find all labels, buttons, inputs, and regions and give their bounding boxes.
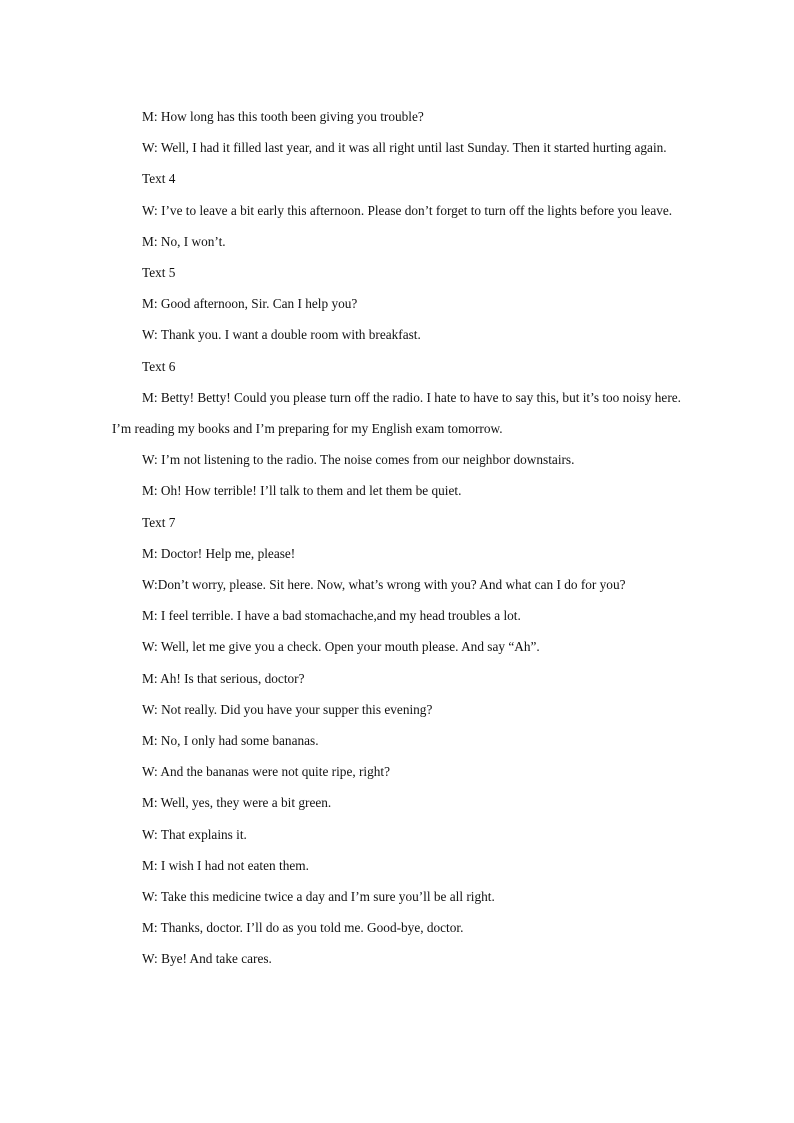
section-heading-text-6: Text 6: [142, 358, 176, 374]
dialogue-line: W:Don’t worry, please. Sit here. Now, what’s wrong with you? And what can I do for you?: [142, 577, 626, 593]
dialogue-line: W: Well, I had it filled last year, and it was all right until last Sunday. Then it started hurting again.: [142, 140, 667, 156]
document-page: [112, 101, 681, 975]
dialogue-line: M: Thanks, doctor. I’ll do as you told me. Good-bye, doctor.: [142, 920, 464, 936]
section-heading-text-4: Text 4: [142, 171, 176, 187]
dialogue-line: M: How long has this tooth been giving you trouble?: [142, 109, 424, 124]
dialogue-line: W: And the bananas were not quite ripe, right?: [142, 764, 391, 780]
dialogue-line: M: Betty! Betty! Could you please turn off the radio. I hate to have to say this, but it’s too noisy here. I’m reading my books and I’m preparing for my English exam tomorrow.: [112, 389, 681, 437]
dialogue-line: M: Ah! Is that serious, doctor?: [142, 670, 305, 686]
dialogue-line: M: I feel terrible. I have a bad stomachache,and my head troubles a lot.: [142, 608, 521, 624]
dialogue-line: M: Doctor! Help me, please!: [142, 545, 296, 561]
dialogue-line: W: Take this medicine twice a day and I’m sure you’ll be all right.: [142, 889, 495, 905]
dialogue-line: M: No, I only had some bananas.: [142, 733, 319, 749]
section-heading-text-5: Text 5: [142, 265, 176, 281]
dialogue-line: M: I wish I had not eaten them.: [142, 857, 309, 873]
dialogue-line: W: That explains it.: [142, 826, 247, 842]
dialogue-line: W: Not really. Did you have your supper this evening?: [142, 701, 433, 717]
dialogue-line: W: I’m not listening to the radio. The noise comes from our neighbor downstairs.: [142, 452, 575, 468]
dialogue-line: M: Well, yes, they were a bit green.: [142, 795, 332, 811]
dialogue-line: W: I’ve to leave a bit early this afternoon. Please don’t forget to turn off the lights before you leave.: [142, 202, 673, 218]
dialogue-line: M: Oh! How terrible! I’ll talk to them and let them be quiet.: [142, 483, 462, 499]
dialogue-line: W: Well, let me give you a check. Open your mouth please. And say “Ah”.: [142, 639, 540, 655]
dialogue-line: W: Bye! And take cares.: [142, 951, 272, 967]
dialogue-line: M: No, I won’t.: [142, 233, 226, 249]
dialogue-line: W: Thank you. I want a double room with breakfast.: [142, 327, 421, 343]
section-heading-text-7: Text 7: [142, 514, 176, 530]
dialogue-line: M: Good afternoon, Sir. Can I help you?: [142, 296, 358, 312]
